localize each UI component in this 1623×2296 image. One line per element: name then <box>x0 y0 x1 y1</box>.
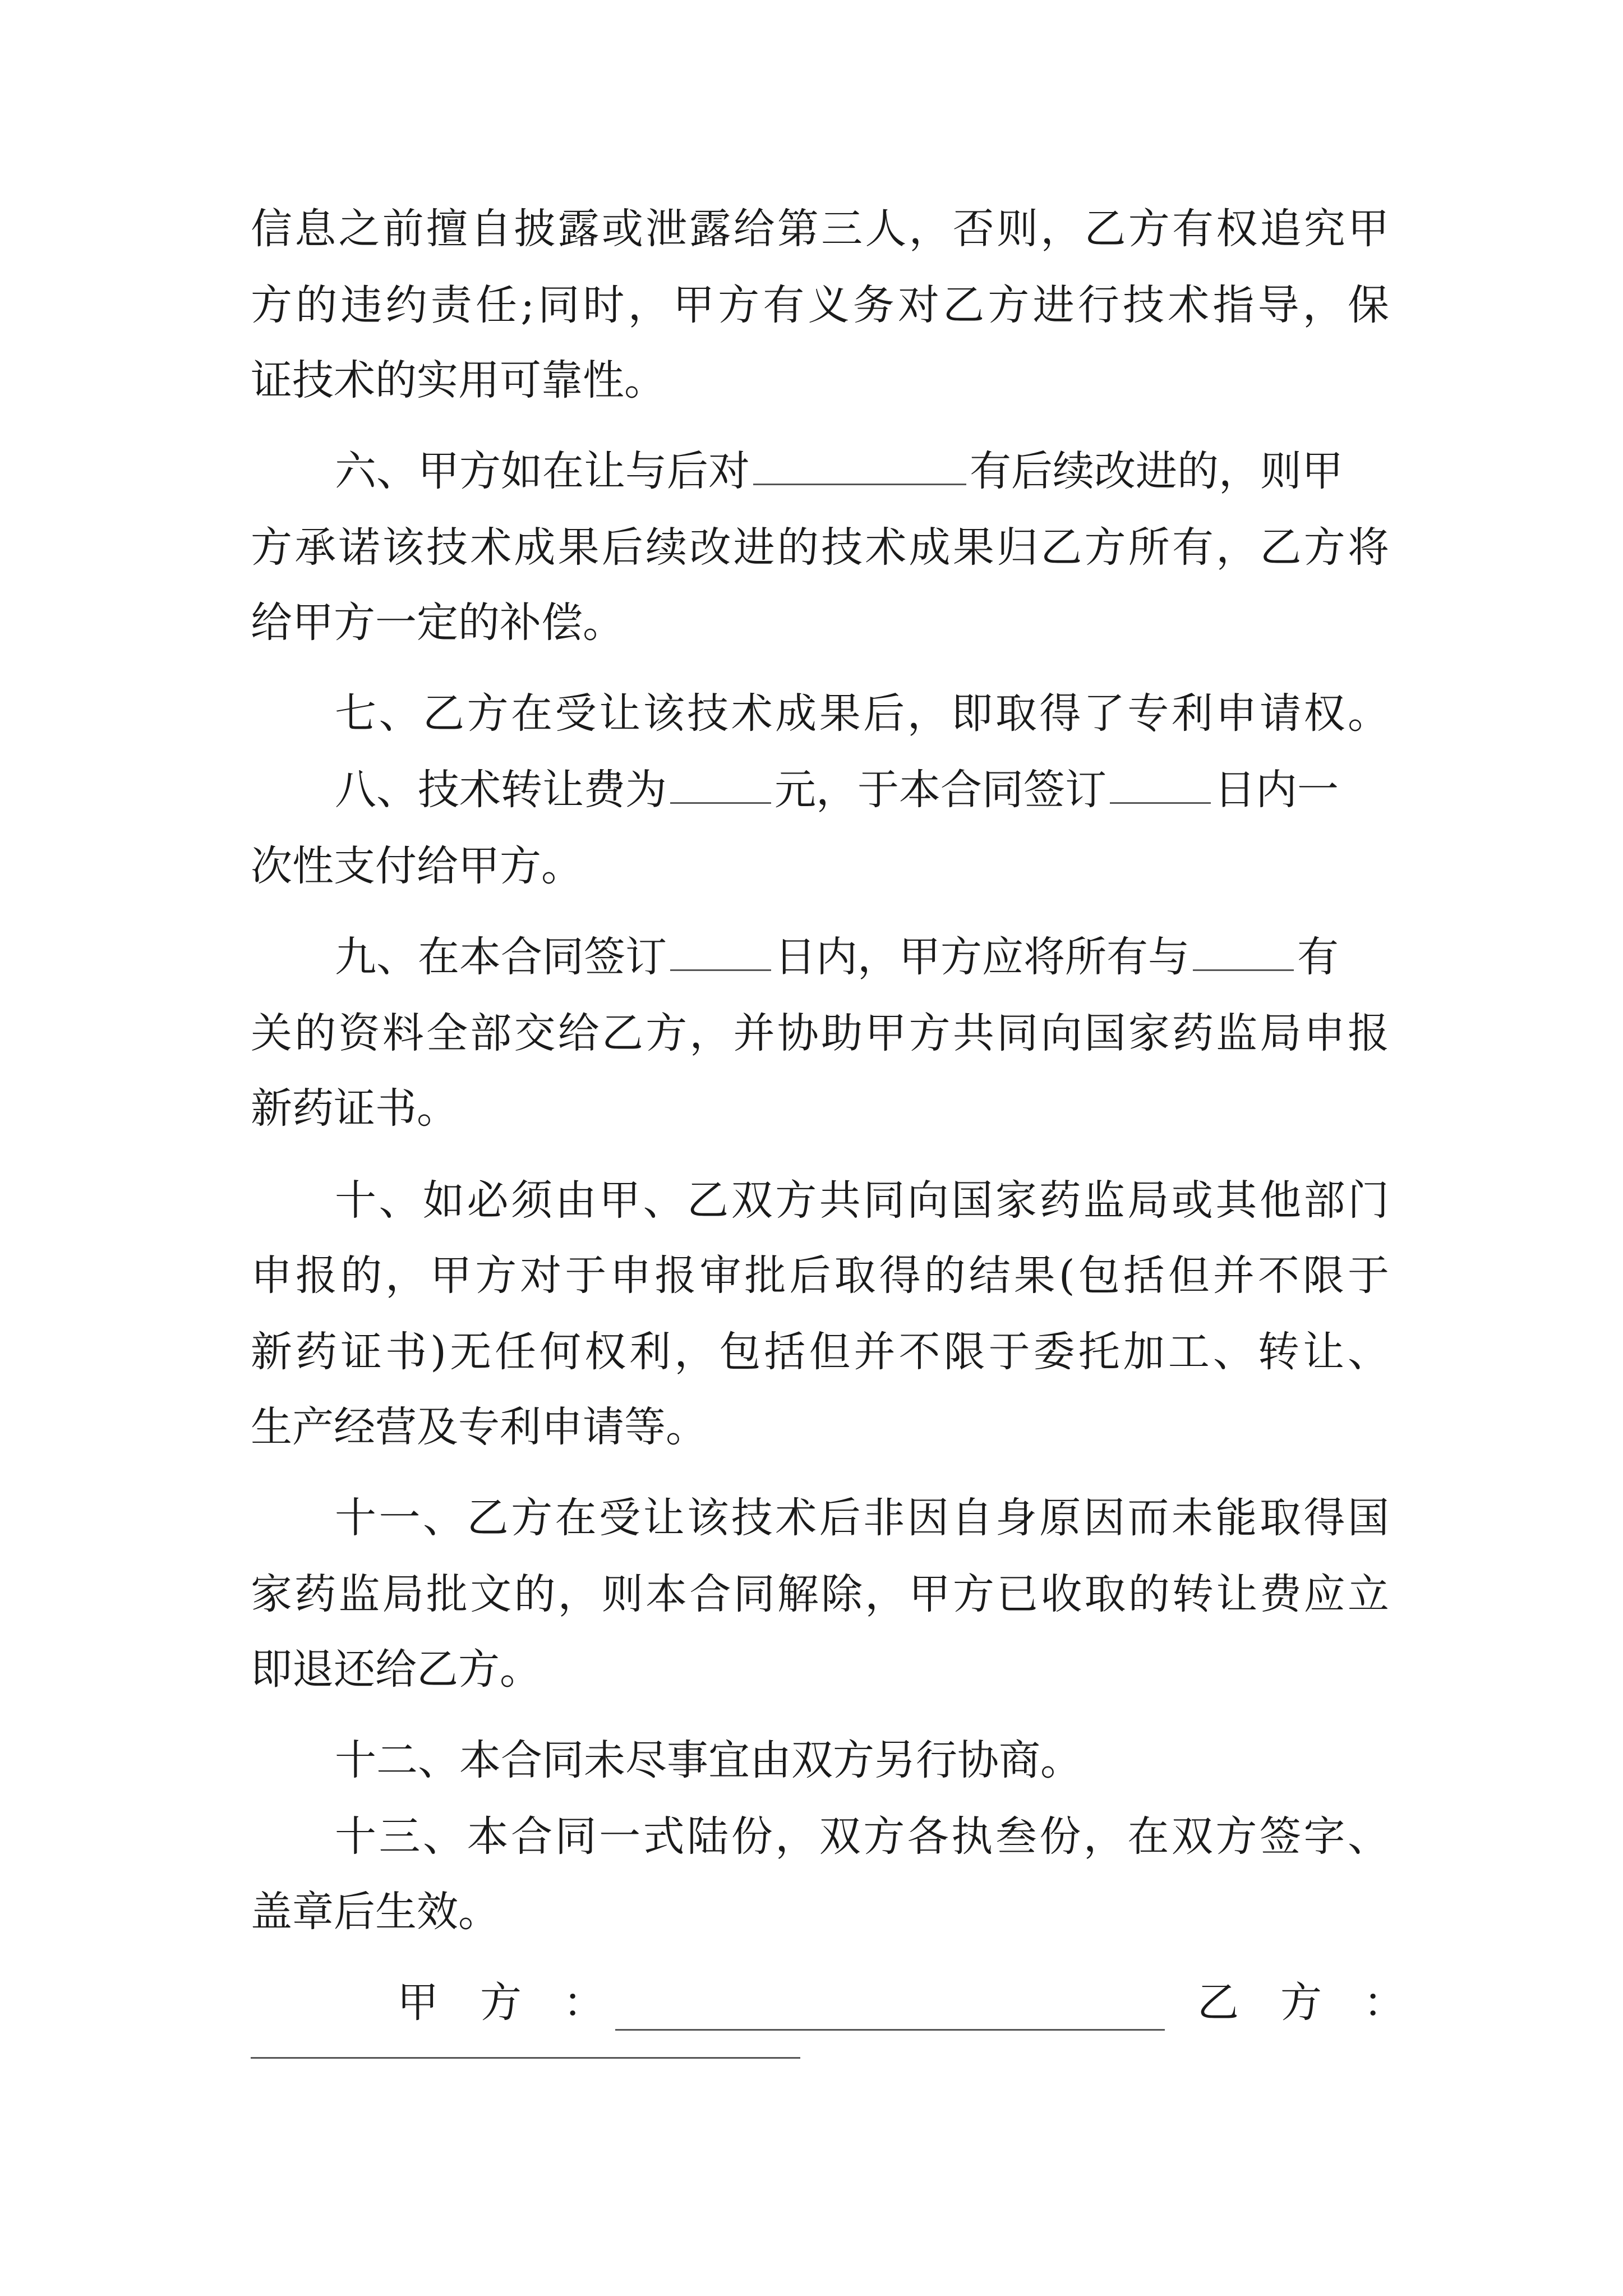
clause-nine-first-line <box>335 929 1389 985</box>
party-b-label: 乙 方 ： <box>1197 1978 1405 2027</box>
text-line: 十、如必须由甲、乙双方共同向国家药监局或其他部门 <box>335 1176 1389 1225</box>
text-segment: 九、在本合同签订 <box>335 933 667 981</box>
fill-in-blank <box>670 770 771 804</box>
text-segment: 元，于本合同签订 <box>774 766 1106 814</box>
fill-in-blank <box>1110 770 1211 804</box>
text-segment: 有 <box>1297 933 1339 981</box>
text-line: 给甲方一定的补偿。 <box>251 599 624 647</box>
text-segment: 六、甲方如在让与后对 <box>335 447 750 495</box>
text-line: 方的违约责任;同时，甲方有义务对乙方进行技术指导，保 <box>251 281 1389 329</box>
text-line: 十二、本合同未尽事宜由双方另行协商。 <box>335 1736 1082 1784</box>
text-segment: 有后续改进的，则甲 <box>970 447 1343 495</box>
party-b-signature-line <box>251 2057 800 2059</box>
text-line: 家药监局批文的，则本合同解除，甲方已收取的转让费应立 <box>251 1570 1389 1618</box>
fill-in-blank <box>753 451 966 485</box>
text-line: 关的资料全部交给乙方，并协助甲方共同向国家药监局申报 <box>251 1009 1389 1057</box>
party-a-signature-line <box>615 2029 1165 2031</box>
text-line: 证技术的实用可靠性。 <box>251 356 666 404</box>
text-line: 申报的，甲方对于申报审批后取得的结果(包括但并不限于 <box>251 1251 1389 1300</box>
text-line: 即退还给乙方。 <box>251 1645 541 1694</box>
text-line: 信息之前擅自披露或泄露给第三人，否则，乙方有权追究甲 <box>251 205 1389 253</box>
clause-six-first-line <box>335 443 1389 499</box>
text-line: 次性支付给甲方。 <box>251 842 583 890</box>
text-line: 七、乙方在受让该技术成果后，即取得了专利申请权。 <box>335 689 1389 738</box>
text-segment: 日内一 <box>1214 766 1339 814</box>
text-line: 生产经营及专利申请等。 <box>251 1403 707 1451</box>
fill-in-blank <box>670 937 771 971</box>
text-segment: 日内，甲方应将所有与 <box>774 933 1189 981</box>
fill-in-blank <box>1193 937 1294 971</box>
text-segment: 八、技术转让费为 <box>335 766 667 814</box>
party-a-label: 甲 方 ： <box>397 1978 605 2027</box>
text-line: 新药证书。 <box>251 1084 458 1133</box>
text-line: 新药证书)无任何权利，包括但并不限于委托加工、转让、 <box>251 1328 1389 1376</box>
text-line: 盖章后生效。 <box>251 1888 500 1936</box>
text-line: 方承诺该技术成果后续改进的技术成果归乙方所有，乙方将 <box>251 523 1389 572</box>
text-line: 十三、本合同一式陆份，双方各执叁份，在双方签字、 <box>335 1812 1389 1861</box>
clause-eight-first-line <box>335 762 1389 818</box>
text-line: 十一、乙方在受让该技术后非因自身原因而未能取得国 <box>335 1494 1389 1542</box>
